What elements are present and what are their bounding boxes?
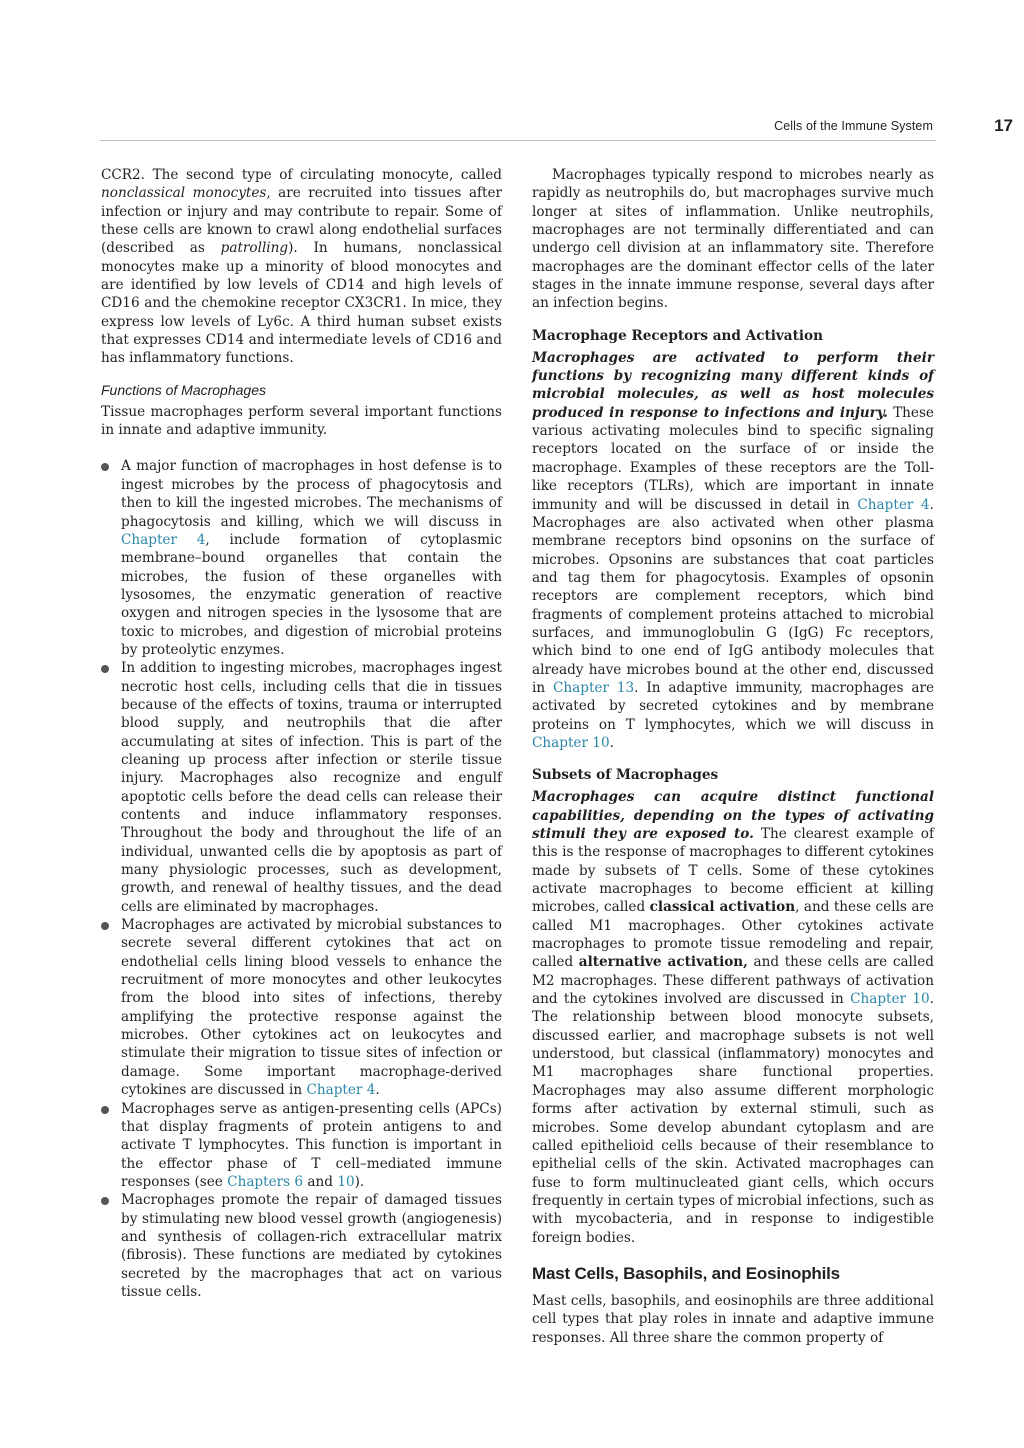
paragraph-functions-intro: Tissue macrophages perform several important functions in innate and adaptive immunity. (101, 403, 502, 439)
paragraph-mast-cells-intro: Mast cells, basophils, and eosinophils are three additional cell types that play roles in innate and adaptive immune responses. All three share the common property of (532, 1292, 934, 1346)
paragraph-macrophage-response: Macrophages typically respond to microbes nearly as rapidly as neutrophils do, but macrophages survive much longer at sites of inflammation. Unlike neutrophils, macrophages are not terminally differentiated and can undergo cell division at an inflammatory site. Therefore macrophages are the dominant effector cells of the later stages in the innate immune response, several days after an infection begins. (532, 167, 934, 312)
chapter-link[interactable]: Chapter 10 (850, 991, 930, 1008)
list-item: In addition to ingesting microbes, macrophages ingest necrotic host cells, including cells that die in tissues because of the effects of toxins, trauma or interrupted blood supply, and neutrophils that die after accumulating at sites of infection. This is part of the cleaning up process after infection or sterile tissue injury. Macrophages also recognize and engulf apoptotic cells before the dead cells can release their contents and induce inflammatory responses. Throughout the body and throughout the life of an individual, unwanted cells die by apoptosis as part of many physiologic processes, such as development, growth, and renewal of healthy tissues, and the dead cells are eliminated by macrophages. (101, 659, 502, 916)
chapter-link[interactable]: 10 (337, 1173, 355, 1190)
lead-sentence: Macrophages can acquire distinct functional capabilities, depending on the types of activating stimuli they are exposed to. (532, 789, 934, 842)
list-item: Macrophages promote the repair of damaged tissues by stimulating new blood vessel growth (angiogenesis) and synthesis of collagen-rich extracellular matrix (fibrosis). These functions are mediated by cytokines secreted by the macrophages that act on various tissue cells. (101, 1191, 502, 1301)
page-number: 17 (994, 116, 1013, 135)
paragraph-subsets: Macrophages can acquire distinct functional capabilities, depending on the types of activating stimuli they are exposed to. The clearest example of this is the response of macrophages to different cytokines made by subsets of T cells. Some of these cytokines activate macrophages to become efficient at killing microbes, called classical activation, and these cells are called M1 macrophages. Other cytokines activate macrophages to promote tissue remodeling and repair, called alternative activation, and these cells are called M2 macrophages. These different pathways of activation and the cytokines involved are discussed in Chapter 10. The relationship between blood monocyte subsets, discussed earlier, and macrophage subsets is not well understood, but classical (inflammatory) monocytes and M1 macrophages share functional properties. Macrophages may also assume different morphologic forms after activation by external stimuli, such as microbes. Some develop abundant cytoplasm and are called epithelioid cells because of their resemblance to epithelial cells of the skin. Activated macrophages can fuse to form multinucleated giant cells, which occurs frequently in certain types of microbial infections, such as with mycobacteria, and in response to indigestible foreign bodies. (532, 789, 934, 1246)
header-rule (100, 140, 936, 141)
list-item: Macrophages serve as antigen-presenting cells (APCs) that display fragments of protein antigens to and activate T lymphocytes. This function is important in the effector phase of T cell–mediated immune responses (see Chapters 6 and 10). (101, 1100, 502, 1192)
chapter-link[interactable]: Chapter 4 (306, 1082, 376, 1099)
function-bullet-list (101, 457, 502, 1301)
chapter-link[interactable]: Chapters 6 (227, 1173, 304, 1190)
running-head (100, 117, 1013, 141)
chapter-link[interactable]: Chapter 13 (552, 679, 635, 696)
bullet-dot-icon (101, 1106, 109, 1114)
right-column (532, 166, 934, 1347)
left-column (101, 166, 502, 1301)
term-patrolling: patrolling (220, 240, 289, 257)
subheading-subsets: Subsets of Macrophages (532, 767, 719, 784)
chapter-link[interactable]: Chapter 10 (532, 734, 610, 751)
paragraph-receptors: Macrophages are activated to perform their functions by recognizing many different kinds of microbial molecules, as well as host molecules produced in response to infections and injury. These various activating molecules bind to specific signaling receptors located on the surface of or inside the macrophage. Examples of these receptors are the Toll-like receptors (TLRs), which are important in innate immunity and will be discussed in detail in Chapter 4. Macrophages are also activated when other plasma membrane receptors bind opsonins on the surface of microbes. Opsonins are substances that coat particles and tag them for phagocytosis. Examples of opsonin receptors are complement receptors, which bind fragments of complement proteins attached to microbial surfaces, and immunoglobulin G (IgG) Fc receptors, which bind to one end of IgG antibody molecules that already have microbes bound at the other end, discussed in Chapter 13. In adaptive immunity, macrophages are activated by secreted cytokines and by membrane proteins on T lymphocytes, which we will discuss in Chapter 10. (532, 349, 934, 751)
term-alternative-activation: alternative activation, (578, 954, 748, 971)
subheading-functions-of-macrophages: Functions of Macrophages (101, 381, 266, 398)
bullet-dot-icon (101, 1197, 109, 1205)
term-classical-activation: classical activation (649, 899, 796, 916)
paragraph-monocytes: CCR2. The second type of circulating monocyte, called nonclassical monocytes, are recruited into tissues after infection or injury and may contribute to repair. Some of these cells are known to crawl along endothelial surfaces (described as patrolling). In humans, nonclassical monocytes make up a minority of blood monocytes and are identified by low levels of CD14 and high levels of CD16 and the chemokine receptor CX3CR1. In mice, they express low levels of Ly6c. A third human subset exists that expresses CD14 and intermediate levels of CD16 and has inflammatory functions. (101, 167, 502, 367)
term-nonclassical-monocytes: nonclassical monocytes (101, 185, 267, 202)
list-item: Macrophages are activated by microbial substances to secrete several different cytokines that act on endothelial cells lining blood vessels to enhance the recruitment of more monocytes and other leukocytes from the blood into sites of infections, thereby amplifying the protective response against the microbes. Other cytokines act on leukocytes and stimulate their migration to tissue sites of infection or damage. Some important macrophage-derived cytokines are discussed in Chapter 4. (101, 916, 502, 1099)
bullet-dot-icon (101, 463, 109, 471)
chapter-link[interactable]: Chapter 4 (857, 496, 930, 513)
list-item: A major function of macrophages in host defense is to ingest microbes by the process of phagocytosis and then to kill the ingested microbes. The mechanisms of phagocytosis and killing, which we will discuss in Chapter 4, include formation of cytoplasmic membrane–bound organelles that contain the microbes, the fusion of these organelles with lysosomes, the enzymatic generation of reactive oxygen and nitrogen species in the lysosome that are toxic to microbes, and digestion of microbial proteins by proteolytic enzymes. (101, 457, 502, 659)
bullet-dot-icon (101, 665, 109, 673)
lead-sentence: Macrophages are activated to perform their functions by recognizing many different kinds of microbial molecules, as well as host molecules produced in response to infections and injury. (532, 349, 934, 421)
bullet-dot-icon (101, 922, 109, 930)
subheading-receptors-activation: Macrophage Receptors and Activation (532, 327, 824, 344)
running-title: Cells of the Immune System (774, 119, 933, 133)
section-heading-mast-cells: Mast Cells, Basophils, and Eosinophils (532, 1263, 840, 1283)
chapter-link[interactable]: Chapter 4 (121, 531, 206, 548)
